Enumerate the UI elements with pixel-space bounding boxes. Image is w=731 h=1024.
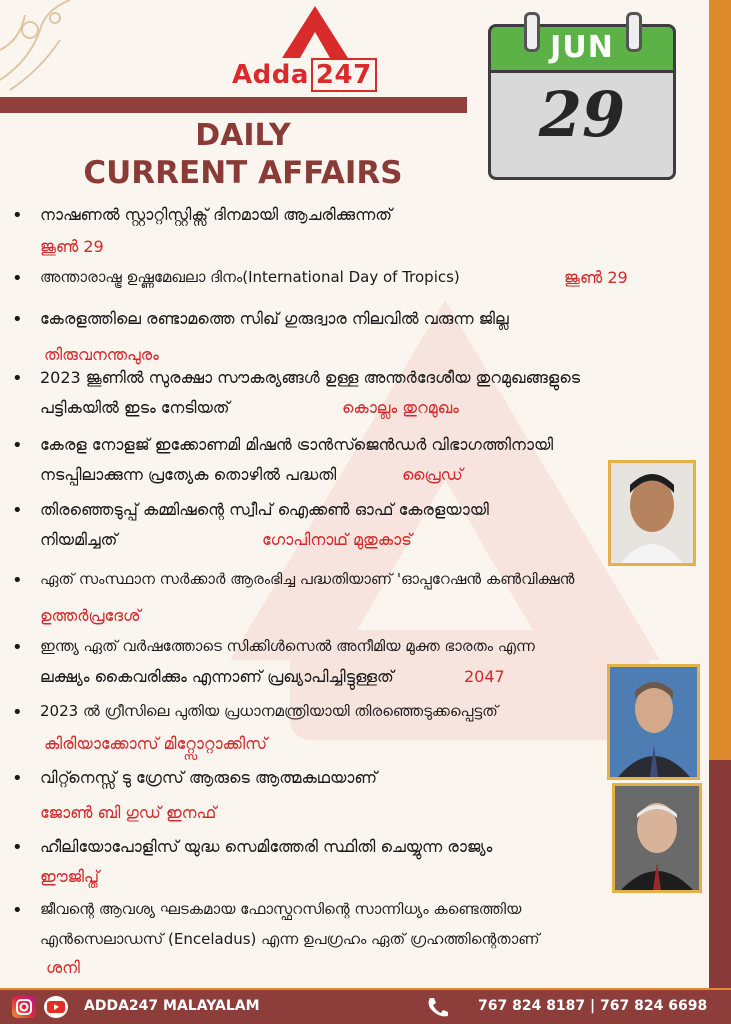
question-text: ഇന്ത്യ ഏത് വർഷത്തോടെ സിക്കിൾസെൽ അനീമിയ മുക്ത ഭാരതം എന്ന — [40, 637, 535, 655]
adda247-logo — [232, 4, 397, 96]
bullet-icon: • — [12, 368, 23, 389]
bullet-icon: • — [12, 837, 23, 858]
answer-text: കിരിയാക്കോസ് മിറ്റ്സോറ്റാക്കിസ് — [44, 734, 268, 753]
answer-text: തിരുവനന്തപുരം — [44, 345, 159, 364]
answer-text: ഗോപിനാഥ് മുതുകാട് — [262, 530, 412, 549]
question-text: അന്താരാഷ്ട്ര ഉഷ്ണമേഖലാ ദിനം(International Day of Tropics) — [40, 268, 460, 286]
answer-text: ഉത്തർപ്രദേശ് — [40, 606, 141, 625]
answer-text: കൊല്ലം തുറമുഖം — [342, 398, 459, 417]
bullet-icon: • — [12, 205, 23, 226]
bullet-icon: • — [12, 637, 23, 658]
bullet-icon: • — [12, 768, 23, 789]
question-text: എൻസെലാഡസ് (Enceladus) എന്ന ഉപഗ്രഹം ഏത് ഗ്രഹത്തിന്റെതാണ് — [40, 930, 540, 948]
person-photo — [612, 783, 702, 893]
question-text: 2023 ജൂണിൽ സുരക്ഷാ സൗകര്യങ്ങൾ ഉള്ള അന്തർദേശീയ തുറമുഖങ്ങളുടെ — [40, 368, 581, 387]
bullet-icon: • — [12, 702, 23, 723]
footer-channel-name: ADDA247 MALAYALAM — [84, 998, 260, 1014]
person-photo — [608, 460, 696, 566]
question-text: പട്ടികയിൽ ഇടം നേടിയത് — [40, 398, 230, 417]
question-text: തിരഞ്ഞെടുപ്പ് കമ്മിഷന്റെ സ്വീപ് ഐക്കൺ ഓഫ് കേരളയായി — [40, 500, 489, 519]
bullet-icon: • — [12, 435, 23, 456]
calendar-date — [488, 12, 676, 182]
instagram-icon[interactable] — [12, 996, 36, 1018]
bullet-icon: • — [12, 900, 23, 921]
question-text: ലക്ഷ്യം കൈവരിക്കും എന്നാണ് പ്രഖ്യാപിച്ചിട്ടുള്ളത് — [40, 667, 394, 686]
bullet-icon: • — [12, 500, 23, 521]
question-text: നാഷണൽ സ്റ്റാറ്റിസ്റ്റിക്സ് ദിനമായി ആചരിക്കുന്നത് — [40, 205, 392, 224]
question-text: ഏത് സംസ്ഥാന സർക്കാർ ആരംഭിച്ച പദ്ധതിയാണ് 'ഓപ്പറേഷൻ കൺവിക്ഷൻ — [40, 570, 575, 588]
question-text: കേരളത്തിലെ രണ്ടാമത്തെ സിഖ് ഗുരുദ്വാര നിലവിൽ വരുന്ന ജില്ല — [40, 309, 509, 328]
bullet-icon: • — [12, 268, 23, 289]
question-text: നടപ്പിലാക്കുന്ന പ്രത്യേക തൊഴിൽ പദ്ധതി — [40, 465, 337, 484]
floral-ornament — [0, 0, 95, 95]
logo-wordmark: Adda 247 — [232, 60, 377, 90]
phone-icon — [424, 994, 452, 1020]
calendar-ring-icon — [524, 12, 540, 52]
answer-text: ശനി — [46, 958, 80, 977]
person-photo — [607, 664, 700, 780]
answer-text: ജോൺ ബി ഗുഡ് ഇനഫ് — [40, 803, 217, 822]
youtube-icon[interactable] — [44, 996, 68, 1018]
question-text: വിറ്റ്നെസ്സ് ടു ഗ്രേസ് ആരുടെ ആത്മകഥയാണ് — [40, 768, 378, 787]
answer-text: പ്രൈഡ് — [402, 465, 463, 484]
bullet-icon: • — [12, 309, 23, 330]
question-text: കേരള നോളജ് ഇക്കോണമി മിഷൻ ട്രാൻസ്ജെൻഡർ വിഭാഗത്തിനായി — [40, 435, 554, 454]
answer-text: ഈജിപ്ത് — [40, 867, 100, 886]
logo-a-icon — [280, 4, 350, 59]
right-accent-strip-maroon — [709, 760, 731, 990]
right-accent-strip — [709, 0, 731, 880]
footer-phone-numbers: 767 824 8187 | 767 824 6698 — [478, 998, 708, 1014]
question-text: ഹീലിയോപോളിസ് യുദ്ധ സെമിത്തേരി സ്ഥിതി ചെയ്യുന്ന രാജ്യം — [40, 837, 493, 856]
header-bar — [0, 97, 467, 113]
question-text: 2023 ൽ ഗ്രീസിലെ പുതിയ പ്രധാനമന്ത്രിയായി തിരഞ്ഞെടുക്കപ്പെട്ടത് — [40, 702, 498, 720]
calendar-day: 29 — [538, 78, 626, 151]
question-text: നിയമിച്ചത് — [40, 530, 118, 549]
page-title: DAILY CURRENT AFFAIRS — [83, 118, 403, 191]
question-text: ജീവന്റെ ആവശ്യ ഘടകമായ ഫോസ്ഫറസിന്റെ സാന്നിധ്യം കണ്ടെത്തിയ — [40, 900, 522, 918]
answer-text: ജൂൺ 29 — [564, 268, 628, 287]
answer-text: ജൂൺ 29 — [40, 237, 104, 256]
bullet-icon: • — [12, 570, 23, 591]
calendar-ring-icon — [626, 12, 642, 52]
calendar-month: JUN — [550, 30, 614, 65]
answer-text: 2047 — [464, 667, 505, 686]
